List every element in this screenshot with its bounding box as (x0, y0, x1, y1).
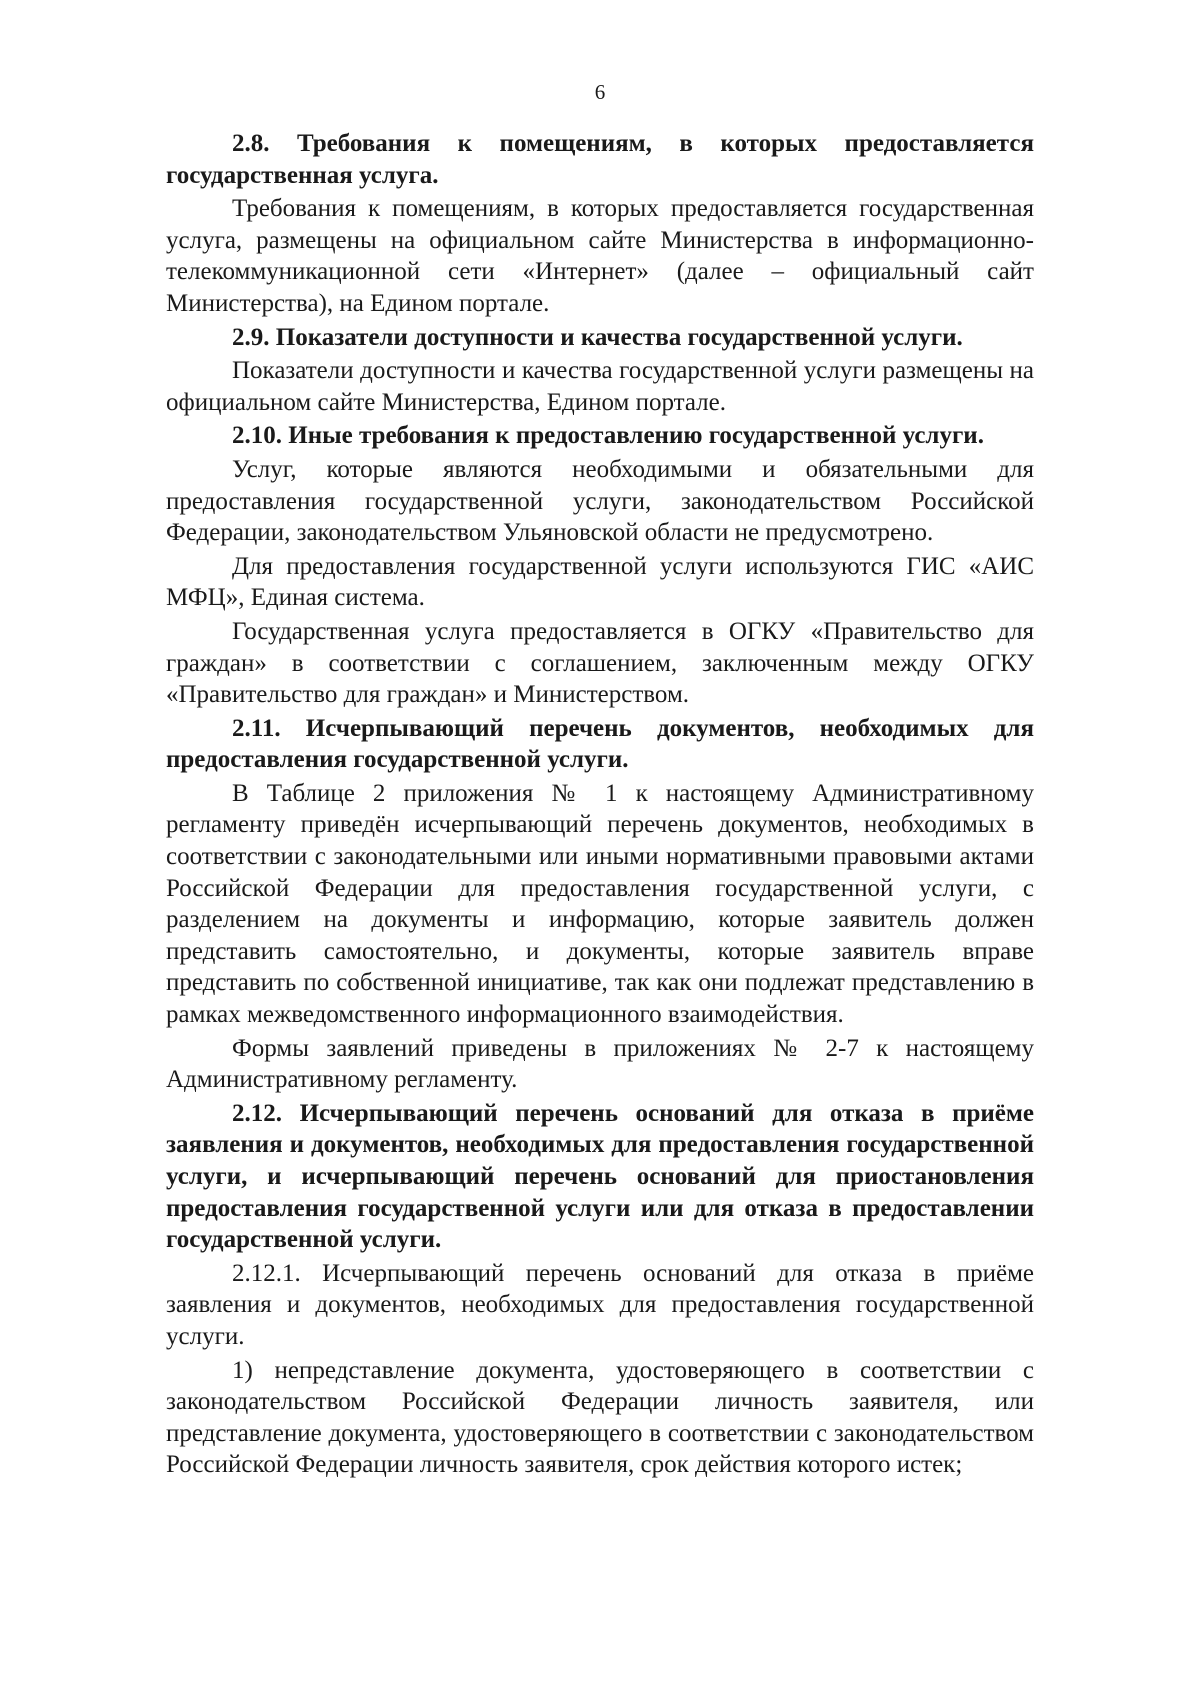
paragraph-2-12-1: 2.12.1. Исчерпывающий перечень оснований для отказа в приёме заявления и документов, необходимых для предоставления государственной услуги. (166, 1259, 1034, 1350)
heading-2-12: 2.12. Исчерпывающий перечень оснований для отказа в приёме заявления и документов, необходимых для предоставления государственной услуги, и исчерпывающий перечень оснований для приостановления предоставления государственной услуги или для отказа в предоставлении государственной услуги. (166, 1099, 1034, 1254)
paragraph-2-11-text-2: Формы заявлений приведены в приложениях № 2-7 к настоящему Административному регламенту. (166, 1034, 1034, 1094)
document-body (166, 128, 1034, 1481)
paragraph-2-10-text-1: Услуг, которые являются необходимыми и обязательными для предоставления государственной услуги, законодательством Российской Федерации, законодательством Ульяновской области не предусмотрено. (166, 455, 1034, 547)
heading-2-9: 2.9. Показатели доступности и качества государственной услуги. (232, 323, 963, 351)
paragraph-2-11-text-1: В Таблице 2 приложения № 1 к настоящему Административному регламенту приведён исчерпывающий перечень документов, необходимых в соответствии с законодательными или иными нормативными правовыми актами Российской Федерации для предоставления государственной услуги, с разделением на документы и информацию, которые заявитель должен представить самостоятельно, и документы, которые заявитель вправе представить по собственной инициативе, так как они подлежат представлению в рамках межведомственного информационного взаимодействия. (166, 779, 1034, 1029)
page-number: 6 (594, 80, 606, 104)
paragraph-2-9-text: Показатели доступности и качества государственной услуги размещены на официальном сайте Министерства, Едином портале. (166, 357, 1034, 416)
paragraph-2-10-text-3: Государственная услуга предоставляется в ОГКУ «Правительство для граждан» в соответствии с соглашением, заключенным между ОГКУ «Правительство для граждан» и Министерством. (166, 617, 1034, 709)
heading-2-10: 2.10. Иные требования к предоставлению государственной услуги. (232, 422, 984, 450)
paragraph-2-8-text: Требования к помещениям, в которых предоставляется государственная услуга, размещены на официальном сайте Министерства в информационно-телекоммуникационной сети «Интернет» (далее – официальный сайт Министерства), на Едином портале. (166, 195, 1034, 317)
heading-2-8: 2.8. Требования к помещениям, в которых предоставляется государственная услуга. (166, 130, 1034, 189)
list-item-1: 1) непредставление документа, удостоверяющего в соответствии с законодательством Российской Федерации личность заявителя, или представление документа, удостоверяющего в соответствии с законодательством Российской Федерации личность заявителя, срок действия которого истек; (166, 1356, 1034, 1479)
heading-2-11: 2.11. Исчерпывающий перечень документов, необходимых для предоставления государственной услуги. (166, 714, 1034, 774)
paragraph-2-10-text-2: Для предоставления государственной услуги используются ГИС «АИС МФЦ», Единая система. (166, 552, 1034, 612)
